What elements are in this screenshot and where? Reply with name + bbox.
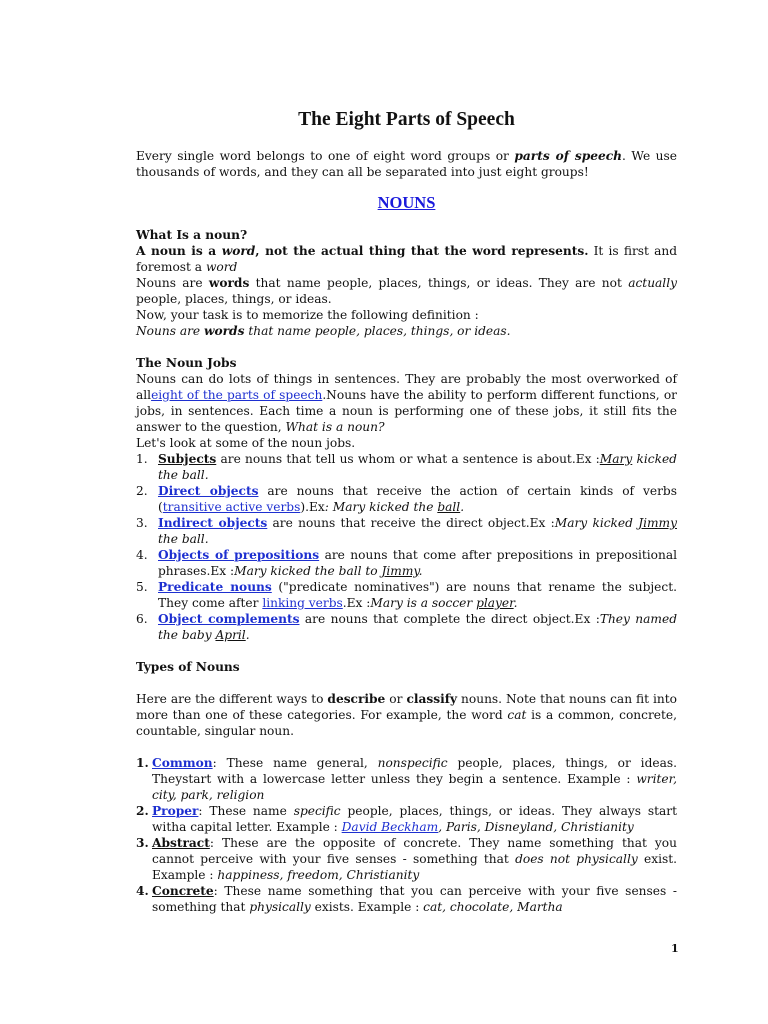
common-link[interactable]: Common (152, 756, 213, 770)
nouns-are-words-paragraph: Nouns are words that name people, places, things, or ideas. They are not actually people, places, things, or ideas. (136, 276, 677, 306)
objects-of-prepositions-link[interactable]: Objects of prepositions (158, 548, 320, 562)
intro-paragraph: Every single word belongs to one of eight word groups or parts of speech. We use thousands of words, and they can all be separated into just eight groups! (136, 149, 677, 179)
subjects-term: Subjects (158, 452, 217, 466)
document-title: The Eight Parts of Speech (298, 109, 515, 130)
proper-link[interactable]: Proper (152, 804, 199, 818)
nouns-heading-link[interactable]: NOUNS (377, 193, 436, 212)
types-of-nouns-heading: Types of Nouns (136, 660, 240, 674)
predicate-nouns-link[interactable]: Predicate nouns (158, 580, 272, 594)
noun-types-list (136, 755, 677, 915)
direct-objects-link[interactable]: Direct objects (158, 484, 259, 498)
document-page (136, 108, 677, 915)
list-item: 2. Direct objects are nouns that receive the action of certain kinds of verbs (transitive active verbs).Ex: Mary kicked the ball. (136, 484, 677, 514)
noun-jobs-heading: The Noun Jobs (136, 356, 237, 370)
list-item: 2. Proper: These name specific people, places, things, or ideas. They always start witha capital letter. Example : David Beckham, Paris, Disneyland, Christianity (136, 804, 677, 834)
what-is-noun-heading: What Is a noun? (136, 228, 248, 242)
page-number: 1 (671, 942, 679, 955)
noun-definition-paragraph: A noun is a word, not the actual thing that the word represents. It is first and foremost a word (136, 244, 678, 274)
definition-line: Nouns are words that name people, places, things, or ideas. (136, 324, 511, 338)
list-item: 1. Subjects are nouns that tell us whom or what a sentence is about.Ex :Mary kicked the ball. (136, 452, 677, 482)
david-beckham-link[interactable]: David Beckham (341, 820, 439, 834)
abstract-term: Abstract (152, 836, 210, 850)
indirect-objects-link[interactable]: Indirect objects (158, 516, 268, 530)
linking-verbs-link[interactable]: linking verbs (262, 596, 343, 610)
object-complements-link[interactable]: Object complements (158, 612, 300, 626)
list-item: 4. Concrete: These name something that you can perceive with your five senses - something that physically exists. Example : cat, chocolate, Martha (136, 884, 677, 914)
list-item: 3. Abstract: These are the opposite of concrete. They name something that you cannot perceive with your five senses - something that does not physically exist. Example : happiness, freedom, Christianity (136, 836, 677, 882)
types-intro-paragraph: Here are the different ways to describe or classify nouns. Note that nouns can fit into more than one of these categories. For example, the word cat is a common, concrete, countable, singular noun. (136, 692, 677, 738)
list-item: 4. Objects of prepositions are nouns that come after prepositions in prepositional phrases.Ex :Mary kicked the ball to Jimmy. (136, 548, 677, 578)
list-item: 6. Object complements are nouns that complete the direct object.Ex :They named the baby April. (136, 612, 677, 642)
parts-of-speech-link[interactable]: eight of the parts of speech (151, 388, 323, 402)
noun-jobs-intro: Let's look at some of the noun jobs. (136, 436, 356, 450)
transitive-verbs-link[interactable]: transitive active verbs (162, 500, 301, 514)
list-item: 1. Common: These name general, nonspecific people, places, things, or ideas. Theystart with a lowercase letter unless they begin a sentence. Example : writer, city, park, religion (136, 756, 677, 802)
noun-jobs-paragraph: Nouns can do lots of things in sentences. They are probably the most overworked of alleight of the parts of speech.Nouns have the ability to perform different functions, or jobs, in sentences. Each time a noun is performing one of these jobs, it still fits the answer to the question, What is a noun? (136, 372, 677, 434)
list-item: 3. Indirect objects are nouns that receive the direct object.Ex :Mary kicked Jimmy the ball. (136, 516, 677, 546)
noun-jobs-list (136, 451, 677, 643)
memorize-text: Now, your task is to memorize the following definition : (136, 308, 479, 322)
concrete-term: Concrete (152, 884, 214, 898)
list-item: 5. Predicate nouns ("predicate nominatives") are nouns that rename the subject. They come after linking verbs.Ex :Mary is a soccer player. (136, 580, 677, 610)
